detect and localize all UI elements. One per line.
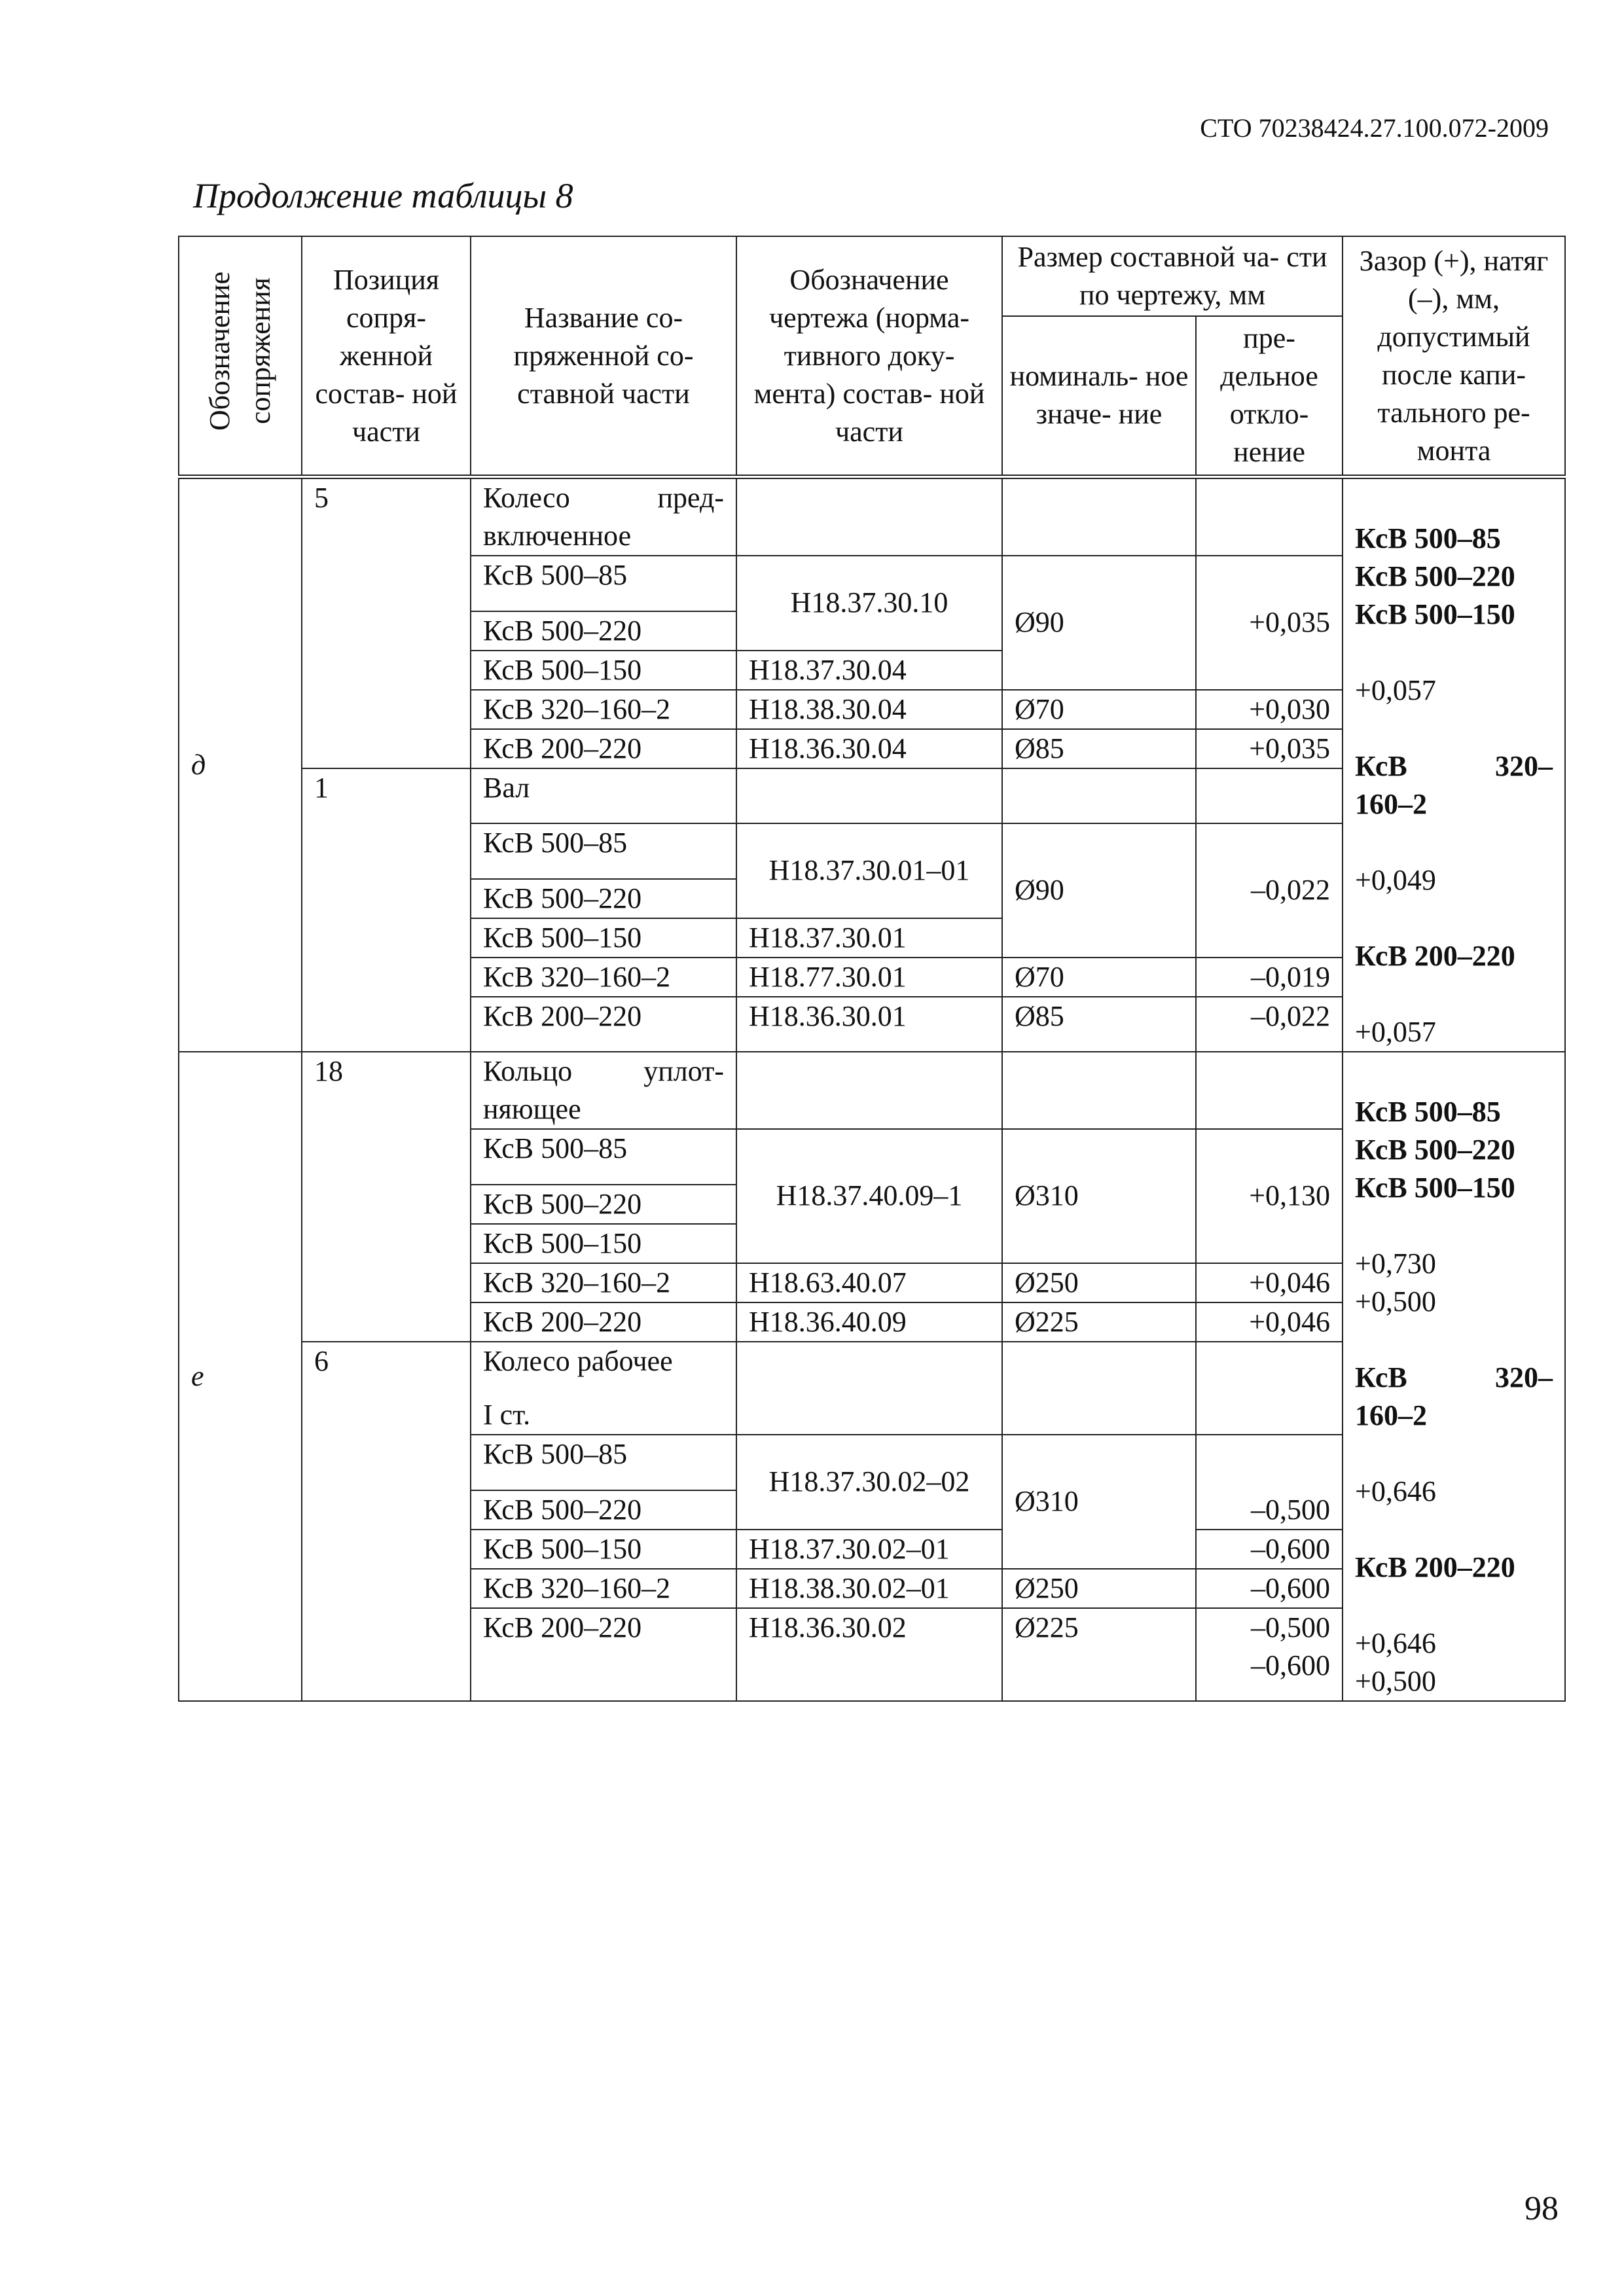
part-variant: КсВ 320–160–2 [471,690,736,729]
drawing-cell: Н18.38.30.02–01 [736,1569,1002,1608]
nominal-cell: Ø70 [1002,690,1196,729]
drawing-cell [736,768,1002,824]
drawing-cell: Н18.38.30.04 [736,690,1002,729]
deviation-cell [1196,1342,1343,1435]
nominal-cell [1002,1342,1196,1435]
nominal-cell: Ø70 [1002,958,1196,997]
drawing-cell: Н18.37.30.01–01 [736,823,1002,918]
drawing-cell: Н18.37.30.04 [736,651,1002,690]
drawing-cell [736,477,1002,556]
part-variant: КсВ 320–160–2 [471,1263,736,1302]
part-variant: КсВ 320–160–2 [471,1569,736,1608]
part-variant: КсВ 500–85 [471,1435,736,1490]
part-variant: КсВ 500–220 [471,1185,736,1224]
part-name: Кольцо уплот- [471,1052,736,1090]
part-variant: КсВ 500–220 [471,611,736,651]
nominal-cell: Ø85 [1002,997,1196,1052]
header-clearance: Зазор (+), натяг (–), мм, допустимый после капи- тального ре- монта [1343,236,1565,477]
part-variant: КсВ 200–220 [471,1302,736,1342]
part-variant: КсВ 500–150 [471,1530,736,1569]
deviation-cell: –0,019 [1196,958,1343,997]
nominal-cell [1002,1052,1196,1129]
part-variant: КсВ 500–150 [471,918,736,958]
drawing-cell: Н18.63.40.07 [736,1263,1002,1302]
deviation-cell: +0,035 [1196,729,1343,768]
header-drawing: Обозначение чертежа (норма- тивного доку- мента) состав- ной части [736,236,1002,477]
deviation-cell: +0,130 [1196,1129,1343,1263]
drawing-cell [736,1052,1002,1129]
position-cell: 5 [302,477,471,768]
header-name: Название со- пряженной со- ставной части [471,236,736,477]
nominal-cell: Ø90 [1002,556,1196,690]
part-name: I ст. [471,1396,736,1435]
part-name: Колесо рабочее [471,1342,736,1397]
nominal-cell: Ø250 [1002,1263,1196,1302]
deviation-cell: +0,030 [1196,690,1343,729]
table-continuation-caption: Продолжение таблицы 8 [193,176,573,215]
drawing-cell: Н18.37.30.02–02 [736,1435,1002,1530]
header-position: Позиция сопря- женной состав- ной части [302,236,471,477]
header-mate-designation: Обозначение сопряжения [179,236,302,477]
part-variant: КсВ 320–160–2 [471,958,736,997]
drawing-cell: Н18.36.30.02 [736,1608,1002,1702]
nominal-cell: Ø310 [1002,1129,1196,1263]
nominal-cell: Ø225 [1002,1608,1196,1702]
deviation-cell: +0,046 [1196,1302,1343,1342]
nominal-cell: Ø85 [1002,729,1196,768]
part-name: Вал [471,768,736,824]
mate-letter-d: д [179,477,302,1052]
deviation-cell: +0,035 [1196,556,1343,690]
part-variant: КсВ 200–220 [471,729,736,768]
drawing-cell: Н18.37.30.10 [736,556,1002,651]
deviation-cell: –0,600 [1196,1569,1343,1608]
nominal-cell [1002,477,1196,556]
header-nominal: номиналь- ное значе- ние [1002,316,1196,477]
deviation-cell: –0,600 [1196,1530,1343,1569]
header-deviation: пре- дельное откло- нение [1196,316,1343,477]
clearance-cell: КсВ 500–85 КсВ 500–220 КсВ 500–150 +0,730 +0,500 КсВ 320– 160–2 +0,646 КсВ 200–220 +0,646 +0,500 [1343,1052,1565,1701]
drawing-cell: Н18.36.30.04 [736,729,1002,768]
part-variant: КсВ 500–220 [471,879,736,918]
deviation-cell: –0,022 [1196,997,1343,1052]
part-name: няющее [471,1090,736,1129]
part-name: включенное [471,517,736,556]
part-variant: КсВ 500–85 [471,823,736,879]
nominal-cell [1002,768,1196,824]
drawing-cell: Н18.36.40.09 [736,1302,1002,1342]
deviation-cell [1196,477,1343,556]
position-cell: 1 [302,768,471,1052]
part-variant: КсВ 500–150 [471,651,736,690]
part-variant: КсВ 200–220 [471,1608,736,1702]
drawing-cell: Н18.37.40.09–1 [736,1129,1002,1263]
page-number: 98 [1525,2190,1559,2227]
document-code: СТО 70238424.27.100.072-2009 [1200,113,1549,143]
deviation-cell [1196,768,1343,824]
part-variant: КсВ 500–150 [471,1224,736,1263]
drawing-cell: Н18.36.30.01 [736,997,1002,1052]
header-size-group: Размер составной ча- сти по чертежу, мм [1002,236,1343,316]
clearance-cell: КсВ 500–85 КсВ 500–220 КсВ 500–150 +0,057 КсВ 320– 160–2 +0,049 КсВ 200–220 +0,057 [1343,477,1565,1052]
drawing-cell: Н18.77.30.01 [736,958,1002,997]
spec-table [178,236,1566,1702]
deviation-cell: –0,022 [1196,823,1343,958]
part-variant: КсВ 200–220 [471,997,736,1052]
nominal-cell: Ø90 [1002,823,1196,958]
drawing-cell [736,1342,1002,1435]
position-cell: 6 [302,1342,471,1702]
nominal-cell: Ø225 [1002,1302,1196,1342]
part-variant: КсВ 500–220 [471,1490,736,1530]
nominal-cell: Ø310 [1002,1435,1196,1569]
part-variant: КсВ 500–85 [471,556,736,611]
deviation-cell: –0,500 –0,600 [1196,1608,1343,1702]
deviation-cell: –0,500 [1196,1435,1343,1530]
position-cell: 18 [302,1052,471,1342]
deviation-cell [1196,1052,1343,1129]
deviation-cell: +0,046 [1196,1263,1343,1302]
part-name: Колесо пред- [471,477,736,518]
drawing-cell: Н18.37.30.02–01 [736,1530,1002,1569]
mate-letter-e: е [179,1052,302,1701]
drawing-cell: Н18.37.30.01 [736,918,1002,958]
nominal-cell: Ø250 [1002,1569,1196,1608]
part-variant: КсВ 500–85 [471,1129,736,1185]
